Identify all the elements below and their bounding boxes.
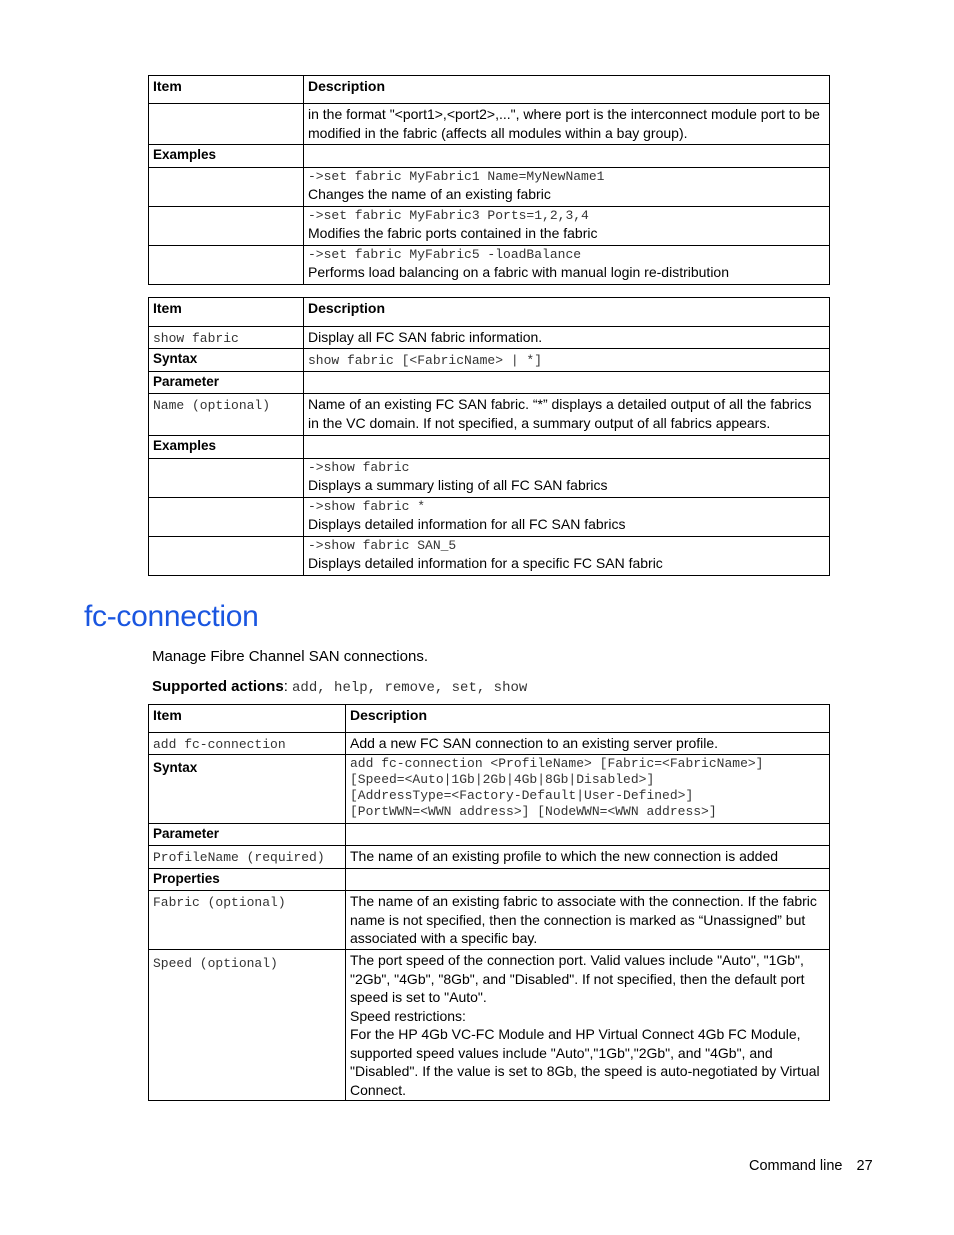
table-row [149, 436, 830, 459]
syntax-line: add fc-connection <ProfileName> [Fabric=<FabricName>] [350, 756, 764, 771]
properties-label: Properties [149, 869, 346, 891]
header-description: Description [304, 298, 830, 327]
property-description: The port speed of the connection port. Valid values include "Auto", "1Gb", "2Gb", "4Gb", "8Gb", and "Disabled". If not specified, then the default port speed is set to "Auto". [350, 952, 805, 1005]
example-description: Displays detailed information for a specific FC SAN fabric [308, 555, 663, 571]
table-header-row [149, 705, 830, 733]
format-description: in the format "<port1>,<port2>,...", where port is the interconnect module port to be modified in the fabric (affects all modules within a bay group). [304, 104, 830, 145]
show-fabric-table [148, 297, 830, 576]
syntax-line: [Speed=<Auto|1Gb|2Gb|4Gb|8Gb|Disabled>] [350, 772, 655, 787]
syntax-label: Syntax [149, 349, 304, 372]
parameter-name: ProfileName (required) [153, 850, 325, 865]
syntax-line: [AddressType=<Factory-Default|User-Defined>] [350, 788, 694, 803]
table-header-row [149, 298, 830, 327]
property-description: The name of an existing fabric to associate with the connection. If the fabric name is not specified, then the connection is marked as “Unassigned” but associated with a specific bay. [346, 891, 830, 950]
command-name: show fabric [153, 331, 239, 346]
supported-actions [152, 678, 527, 696]
example-description: Modifies the fabric ports contained in the fabric [308, 225, 598, 241]
table-row [149, 755, 830, 824]
table-row [149, 733, 830, 755]
table-header-row [149, 76, 830, 104]
page-footer [749, 1158, 873, 1174]
section-intro: Manage Fibre Channel SAN connections. [152, 648, 428, 665]
speed-restrictions-text: For the HP 4Gb VC-FC Module and HP Virtual Connect 4Gb FC Module, supported speed values include "Auto","1Gb","2Gb", and "4Gb", and "Disabled". If the value is set to 8Gb, the speed is auto-negotiated by Virtual Connect. [350, 1026, 820, 1098]
header-description: Description [346, 705, 830, 733]
table-row [149, 846, 830, 869]
table-row [149, 869, 830, 891]
parameter-description: The name of an existing profile to which the new connection is added [346, 846, 830, 869]
table-row [149, 372, 830, 394]
header-item: Item [149, 705, 346, 733]
example-row [149, 168, 830, 207]
command-description: Add a new FC SAN connection to an existing server profile. [346, 733, 830, 755]
parameter-label: Parameter [149, 372, 304, 394]
header-item: Item [149, 76, 304, 104]
command-description: Display all FC SAN fabric information. [304, 327, 830, 349]
example-description: Performs load balancing on a fabric with manual login re-distribution [308, 264, 729, 280]
table-row [149, 327, 830, 349]
property-name: Fabric (optional) [153, 895, 286, 910]
speed-restrictions-label: Speed restrictions: [350, 1007, 466, 1024]
syntax-line: [PortWWN=<WWN address>] [NodeWWN=<WWN address>] [350, 804, 717, 819]
parameter-description: Name of an existing FC SAN fabric. “*” displays a detailed output of all the fabrics in the VC domain. If not specified, a summary output of all fabrics appears. [304, 394, 830, 436]
property-name: Speed (optional) [153, 956, 278, 971]
example-row [149, 207, 830, 246]
example-row [149, 246, 830, 285]
example-command: ->set fabric MyFabric5 -loadBalance [308, 247, 582, 262]
header-description: Description [304, 76, 830, 104]
table-row [149, 950, 830, 1101]
footer-label: Command line [749, 1158, 843, 1174]
table-row [149, 104, 830, 145]
example-command: ->set fabric MyFabric3 Ports=1,2,3,4 [308, 208, 589, 223]
examples-label: Examples [149, 436, 304, 459]
supported-actions-separator: : [283, 678, 293, 695]
syntax-text: show fabric [<FabricName> | *] [308, 353, 543, 368]
example-description: Displays a summary listing of all FC SAN fabrics [308, 477, 608, 493]
syntax-label: Syntax [149, 755, 346, 824]
table-row [149, 145, 830, 168]
command-name: add fc-connection [153, 737, 286, 752]
parameter-name: Name (optional) [153, 398, 271, 413]
supported-actions-label: Supported actions [152, 678, 284, 695]
example-command: ->show fabric SAN_5 [308, 538, 457, 553]
header-item: Item [149, 298, 304, 327]
example-row [149, 498, 830, 537]
add-fc-connection-table [148, 704, 830, 1101]
table-row [149, 824, 830, 846]
example-description: Displays detailed information for all FC SAN fabrics [308, 516, 626, 532]
supported-actions-values: add, help, remove, set, show [292, 680, 528, 696]
example-command: ->show fabric * [308, 499, 426, 514]
set-fabric-table [148, 75, 830, 285]
example-command: ->set fabric MyFabric1 Name=MyNewName1 [308, 169, 605, 184]
example-row [149, 459, 830, 498]
parameter-label: Parameter [149, 824, 346, 846]
table-row [149, 394, 830, 436]
table-row [149, 891, 830, 950]
page-number: 27 [856, 1158, 873, 1174]
example-description: Changes the name of an existing fabric [308, 186, 551, 202]
table-row [149, 349, 830, 372]
section-title: fc-connection [84, 600, 259, 633]
example-row [149, 537, 830, 576]
example-command: ->show fabric [308, 460, 410, 475]
examples-label: Examples [149, 145, 304, 168]
